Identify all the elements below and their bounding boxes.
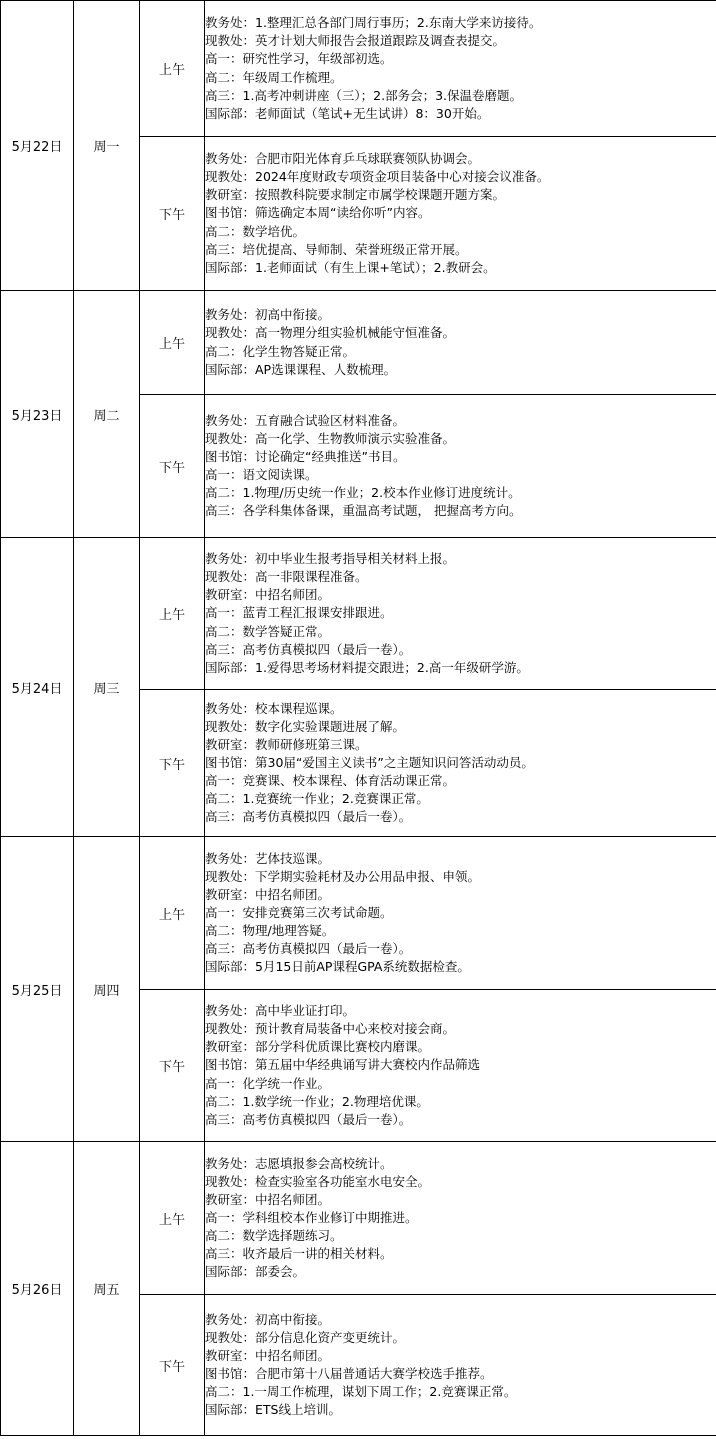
activity-line: 教务处：初高中衔接。 <box>205 307 331 323</box>
date-cell: 5月25日 <box>1 837 74 1142</box>
activity-line: 高二：年级周工作梳理。 <box>205 69 343 85</box>
activity-line: 教研室：部分学科优质课比赛校内磨课。 <box>205 1039 431 1055</box>
period-cell: 下午 <box>140 690 205 837</box>
activity-line: 教研室：中招名师团。 <box>205 1191 331 1207</box>
activity-line: 高一：安排竞赛第三次考试命题。 <box>205 904 393 920</box>
activity-line: 高一：竞赛课、校本课程、体育活动课正常。 <box>205 773 456 789</box>
activity-cell <box>205 538 716 690</box>
date-cell: 5月26日 <box>1 1142 74 1436</box>
activity-line: 高二：1.物理/历史统一作业；2.校本作业修订进度统计。 <box>205 485 521 501</box>
activity-line: 教研室：教师研修班第三课。 <box>205 736 368 752</box>
activity-line: 现教处：高一化学、生物教师演示实验准备。 <box>205 430 456 446</box>
activity-line: 高三：收齐最后一讲的相关材料。 <box>205 1246 393 1262</box>
activity-line: 教务处：高中毕业证打印。 <box>205 1003 356 1019</box>
period-cell: 上午 <box>140 538 205 690</box>
activity-line: 国际部：老师面试（笔试+无生试讲）8：30开始。 <box>205 105 490 121</box>
date-cell: 5月24日 <box>1 538 74 837</box>
period-cell: 下午 <box>140 137 205 291</box>
activity-line: 国际部：ETS线上培训。 <box>205 1402 341 1418</box>
activity-line: 图书馆：第五届中华经典诵写讲大赛校内作品筛选 <box>205 1057 481 1073</box>
activity-line: 教务处：初中毕业生报考指导相关材料上报。 <box>205 551 456 567</box>
activity-line: 图书馆：讨论确定“经典推送”书目。 <box>205 448 406 464</box>
schedule-row <box>1 291 716 395</box>
activity-line: 国际部：1.爱得思考场材料提交跟进；2.高一年级研学游。 <box>205 659 529 675</box>
activity-line: 现教处：高一物理分组实验机械能守恒准备。 <box>205 325 456 341</box>
activity-cell <box>205 990 716 1142</box>
activity-cell <box>205 137 716 291</box>
period-cell: 上午 <box>140 1142 205 1295</box>
activity-line: 教研室：中招名师团。 <box>205 1347 331 1363</box>
activity-line: 国际部：5月15日前AP课程GPA系统数据检查。 <box>205 959 470 975</box>
activity-line: 高一：语文阅读课。 <box>205 467 318 482</box>
weekday-cell: 周四 <box>74 837 140 1142</box>
activity-cell <box>205 395 716 538</box>
activity-cell <box>205 291 716 395</box>
activity-line: 高三：高考仿真模拟四（最后一卷）。 <box>205 641 412 657</box>
activity-line: 现教处：英才计划大师报告会报道跟踪及调查表提交。 <box>205 33 506 49</box>
weekday-cell: 周三 <box>74 538 140 837</box>
activity-line: 现教处：高一非限课程准备。 <box>205 569 368 585</box>
activity-line: 高三：1.高考冲刺讲座（三）；2.部务会；3.保温卷磨题。 <box>205 87 523 103</box>
activity-line: 高三：高考仿真模拟四（最后一卷）。 <box>205 1111 412 1127</box>
date-cell: 5月23日 <box>1 291 74 538</box>
activity-line: 教务处：艺体技巡课。 <box>205 850 331 866</box>
activity-line: 现教处：下学期实验耗材及办公用品申报、申领。 <box>205 868 481 884</box>
activity-cell <box>205 1295 716 1436</box>
activity-line: 现教处：2024年度财政专项资金项目装备中心对接会议准备。 <box>205 169 550 185</box>
date-cell: 5月22日 <box>1 1 74 291</box>
activity-line: 现教处：部分信息化资产变更统计。 <box>205 1329 406 1345</box>
period-cell: 下午 <box>140 1295 205 1436</box>
activity-line: 国际部：1.老师面试（有生上课+笔试）；2.教研会。 <box>205 259 496 275</box>
activity-line: 高三：各学科集体备课，重温高考试题， 把握高考方向。 <box>205 503 522 519</box>
activity-line: 高二：1.竞赛统一作业；2.竞赛课正常。 <box>205 791 429 807</box>
activity-line: 现教处：检查实验室各功能室水电安全。 <box>205 1173 431 1189</box>
activity-line: 高一：化学统一作业。 <box>205 1075 331 1091</box>
activity-line: 高一：研究性学习，年级部初选。 <box>205 51 393 67</box>
period-cell: 下午 <box>140 990 205 1142</box>
weekday-cell: 周五 <box>74 1142 140 1436</box>
activity-line: 现教处：预计教育局装备中心来校对接会商。 <box>205 1021 456 1037</box>
activity-line: 图书馆：合肥市第十八届普通话大赛学校选手推荐。 <box>205 1366 493 1381</box>
activity-line: 图书馆：筛选确定本周“读给你听”内容。 <box>205 205 431 221</box>
activity-line: 高二：数学选择题练习。 <box>205 1228 343 1244</box>
activity-line: 高三：高考仿真模拟四（最后一卷）。 <box>205 809 412 825</box>
activity-line: 高三：培优提高、导师制、荣誉班级正常开展。 <box>205 241 468 257</box>
period-cell: 上午 <box>140 837 205 990</box>
schedule-row <box>1 1142 716 1295</box>
activity-line: 高一：蓝青工程汇报课安排跟进。 <box>205 605 393 621</box>
activity-line: 高一：学科组校本作业修订中期推进。 <box>205 1209 418 1225</box>
activity-line: 国际部：部委会。 <box>205 1264 306 1280</box>
activity-line: 教研室：中招名师团。 <box>205 886 331 902</box>
activity-line: 教务处：初高中衔接。 <box>205 1311 331 1327</box>
activity-line: 现教处：数字化实验课题进展了解。 <box>205 718 406 734</box>
period-cell: 上午 <box>140 1 205 137</box>
period-cell: 下午 <box>140 395 205 538</box>
activity-line: 国际部：AP选课课程、人数梳理。 <box>205 361 397 377</box>
activity-line: 教务处：校本课程巡课。 <box>205 700 343 716</box>
schedule-body <box>1 1 716 1436</box>
activity-line: 高二：物理/地理答疑。 <box>205 923 335 939</box>
activity-line: 教研室：中招名师团。 <box>205 587 331 603</box>
activity-line: 高二：数学答疑正常。 <box>205 623 331 639</box>
activity-line: 教务处：五育融合试验区材料准备。 <box>205 412 406 428</box>
activity-line: 教务处：1.整理汇总各部门周行事历；2.东南大学来访接待。 <box>205 15 542 31</box>
activity-cell <box>205 1 716 137</box>
activity-line: 高三：高考仿真模拟四（最后一卷）。 <box>205 941 412 957</box>
schedule-row <box>1 1 716 137</box>
activity-line: 教务处：合肥市阳光体育乒乓球联赛领队协调会。 <box>205 151 481 167</box>
activity-line: 高二：1.数学统一作业；2.物理培优课。 <box>205 1093 429 1109</box>
activity-line: 教研室：按照教科院要求制定市属学校课题开题方案。 <box>205 187 506 203</box>
activity-cell <box>205 690 716 837</box>
activity-line: 教务处：志愿填报参会高校统计。 <box>205 1155 393 1171</box>
activity-line: 高二：1.一周工作梳理，谋划下周工作；2.竞赛课正常。 <box>205 1384 517 1400</box>
weekday-cell: 周一 <box>74 1 140 291</box>
activity-cell <box>205 837 716 990</box>
activity-line: 高二：化学生物答疑正常。 <box>205 343 356 359</box>
schedule-row <box>1 837 716 990</box>
weekday-cell: 周二 <box>74 291 140 538</box>
activity-line: 图书馆：第30届“爱国主义读书”之主题知识问答活动动员。 <box>205 754 534 770</box>
schedule-row <box>1 538 716 690</box>
period-cell: 上午 <box>140 291 205 395</box>
activity-cell <box>205 1142 716 1295</box>
activity-line: 高二：数学培优。 <box>205 223 306 239</box>
